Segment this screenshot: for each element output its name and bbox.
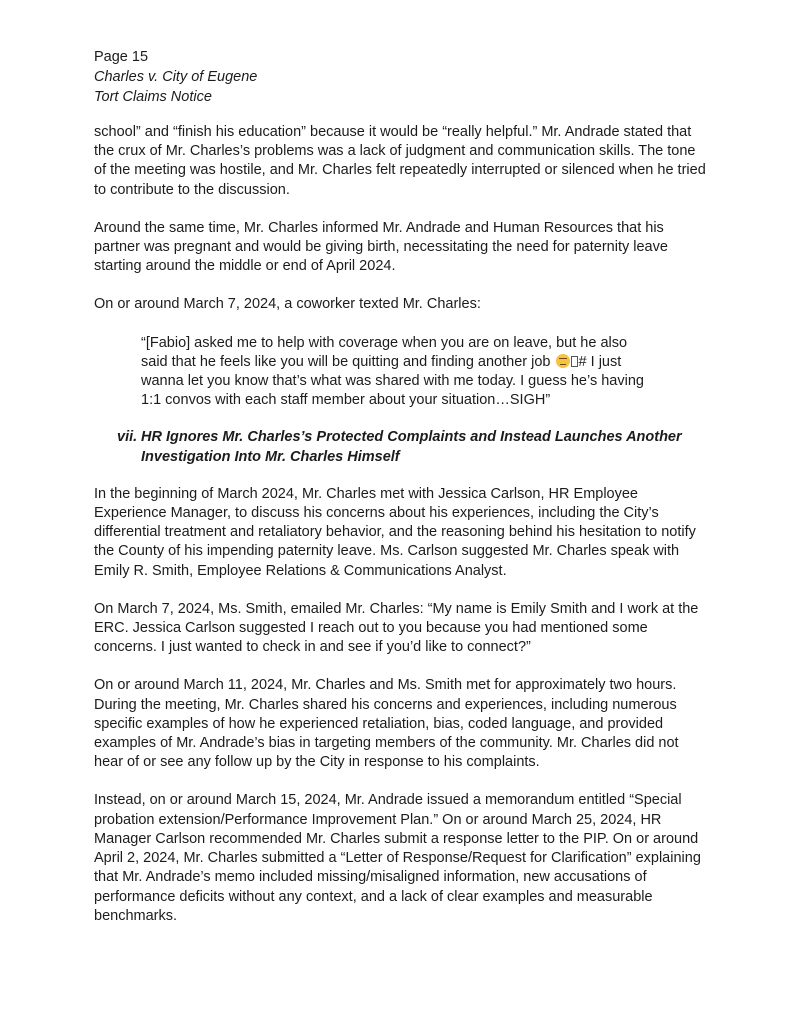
section-heading <box>117 428 706 466</box>
paragraph-2: Around the same time, Mr. Charles informed Mr. Andrade and Human Resources that his partner was pregnant and would be giving birth, necessitating the need for paternity leave starting around the middle or end of April 2024. <box>94 219 668 275</box>
paragraph-4: In the beginning of March 2024, Mr. Charles met with Jessica Carlson, HR Employee Experience Manager, to discuss his concerns about his experiences, including the City’s differential treatment and retaliatory behavior, and the reasoning behind his hesitation to notify the County of his impending paternity leave. Ms. Carlson suggested Mr. Charles speak with Emily R. Smith, Employee Relations & Communications Analyst. <box>94 485 696 579</box>
text-message-quote <box>141 334 651 411</box>
case-title: Charles v. City of Eugene <box>94 69 258 85</box>
paragraph-6: On or around March 11, 2024, Mr. Charles and Ms. Smith met for approximately two hours. During the meeting, Mr. Charles shared his concerns and experiences, including numerous specific examples of how he experienced retaliation, bias, coded language, and provided examples of Mr. Andrade’s bias in targeting members of the community. Mr. Charles did not hear of or see any follow up by the City in response to his complaints. <box>94 677 679 771</box>
quote-text-end: I just wanna let you know that’s what was shared with me today. I guess he’s having 1:1 convos with each staff member about your situation…SIGH” <box>141 353 644 409</box>
missing-glyph-icon <box>571 356 578 367</box>
quote-symbol: # <box>578 353 587 370</box>
document-title: Tort Claims Notice <box>94 89 212 105</box>
paragraph-5: On March 7, 2024, Ms. Smith, emailed Mr. Charles: “My name is Emily Smith and I work at the ERC. Jessica Carlson suggested I reach out to you because you had mentioned some concerns. I just wanted to check in and see if you’d like to connect?” <box>94 600 699 656</box>
page-number: Page 15 <box>94 49 149 65</box>
smirk-emoji-icon <box>556 354 570 368</box>
document-body <box>94 123 706 945</box>
section-title: HR Ignores Mr. Charles’s Protected Complaints and Instead Launches Another Investigation Into Mr. Charles Himself <box>141 429 682 465</box>
paragraph-3: On or around March 7, 2024, a coworker texted Mr. Charles: <box>94 296 481 313</box>
paragraph-1: school” and “finish his education” because it would be “really helpful.” Mr. Andrade stated that the crux of Mr. Charles’s problems was a lack of judgment and communication skills. The tone of the meeting was hostile, and Mr. Charles felt repeatedly interrupted or silenced when he tried to contribute to the discussion. <box>94 124 706 198</box>
quote-text-start: “[Fabio] asked me to help with coverage when you are on leave, but he also said that he feels like you will be quitting and finding another job <box>141 334 628 370</box>
paragraph-7: Instead, on or around March 15, 2024, Mr. Andrade issued a memorandum entitled “Special probation extension/Performance Improvement Plan.” On or around March 25, 2024, HR Manager Carlson recommended Mr. Charles submit a response letter to the PIP. On or around April 2, 2024, Mr. Charles submitted a “Letter of Response/Request for Clarification” explaining that Mr. Andrade’s memo included missing/misaligned information, new accusations of performance deficits without any context, and a lack of clear examples and measurable benchmarks. <box>94 792 701 924</box>
section-number: vii. <box>117 429 138 446</box>
page-header <box>94 47 257 107</box>
